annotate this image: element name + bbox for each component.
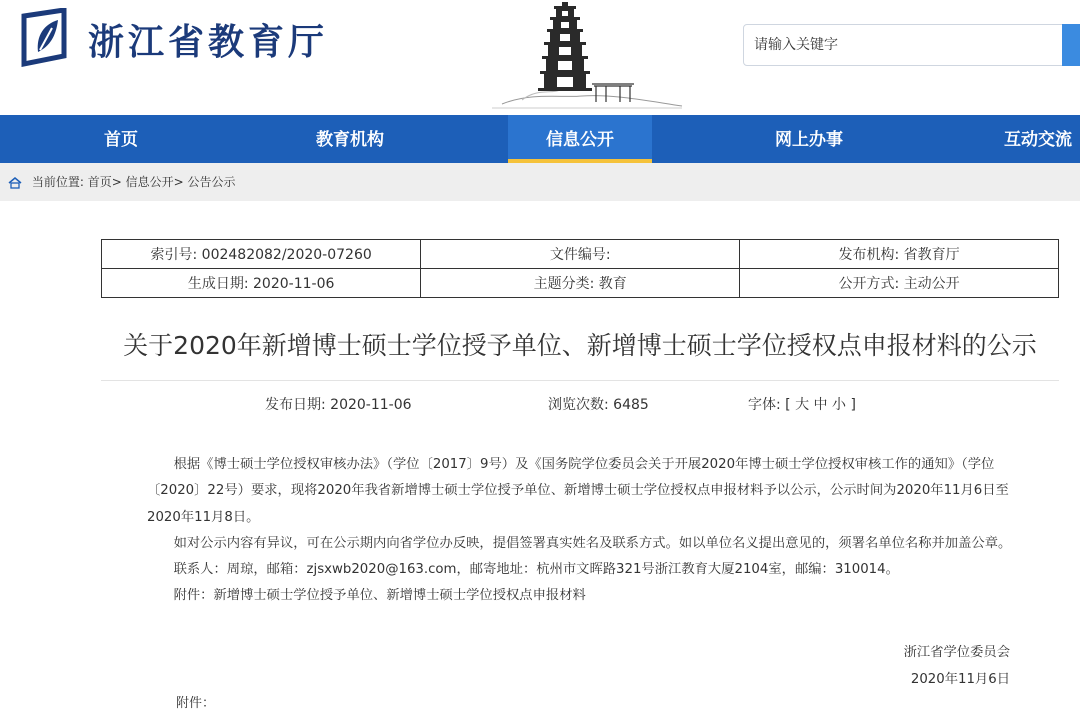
meta-created-date: 生成日期: 2020-11-06 <box>102 269 421 298</box>
pagoda-illustration-icon <box>482 0 687 112</box>
meta-publisher: 发布机构: 省教育厅 <box>740 240 1059 269</box>
title-divider <box>101 380 1059 381</box>
font-size-label: 字体: <box>748 397 781 413</box>
font-size-bracket: [ <box>785 397 791 413</box>
search-button[interactable] <box>1062 24 1080 66</box>
nav-item-online-services[interactable]: 网上办事 <box>775 130 843 150</box>
nav-item-information-disclosure[interactable]: 信息公开 <box>508 115 652 163</box>
signature: 浙江省学位委员会 <box>903 645 1010 660</box>
nav-item-education-institutions[interactable]: 教育机构 <box>316 130 384 150</box>
body-paragraph: 如对公示内容有异议，可在公示期内向省学位办反映，提倡签署真实姓名及联系方式。如以单位名义提出意见的，须署名单位名称并加盖公章。 <box>173 535 1012 551</box>
site-title[interactable]: 浙江省教育厅 <box>88 21 329 63</box>
search-input[interactable]: 请输入关键字 <box>743 24 1063 66</box>
font-size-controls <box>748 394 856 414</box>
table-row <box>102 269 1059 298</box>
signature-date: 2020年11月6日 <box>910 672 1010 687</box>
breadcrumb-current-link[interactable]: 公告公示 <box>187 175 236 189</box>
view-count: 浏览次数: 6485 <box>548 397 649 413</box>
home-icon <box>8 177 22 189</box>
nav-item-interaction[interactable]: 互动交流 <box>1004 130 1072 150</box>
meta-topic: 主题分类: 教育 <box>421 269 740 298</box>
meta-open-mode: 公开方式: 主动公开 <box>740 269 1059 298</box>
breadcrumb-home-link[interactable]: 首页 <box>87 175 112 189</box>
attachment-label: 附件： <box>176 696 216 711</box>
breadcrumb-separator: > <box>111 175 126 189</box>
logo-icon[interactable] <box>18 8 70 68</box>
font-size-bracket: ] <box>850 397 856 413</box>
site-header <box>0 0 1080 115</box>
breadcrumb-bar <box>0 163 1080 201</box>
breadcrumb-separator: > <box>173 175 188 189</box>
table-row <box>102 240 1059 269</box>
article-body <box>147 452 1017 610</box>
font-large-button[interactable]: 大 <box>795 397 810 413</box>
nav-item-home[interactable]: 首页 <box>104 130 138 150</box>
breadcrumb-section-link[interactable]: 信息公开 <box>125 175 174 189</box>
body-paragraph: 根据《博士硕士学位授权审核办法》（学位〔2017〕9号）及《国务院学位委员会关于开展2020年博士硕士学位授权审核工作的通知》（学位〔2020〕22号）要求，现将2020年我省新增博士硕士学位授予单位、新增博士硕士学位授权点申报材料予以公示，公示时间为2020年11月6日至2020年11月8日。 <box>147 457 1009 525</box>
main-nav <box>0 115 1080 163</box>
body-paragraph: 联系人：周琼，邮箱：zjsxwb2020@163.com，邮寄地址：杭州市文晖路321号浙江教育大厦2104室，邮编：310014。 <box>173 562 899 578</box>
font-medium-button[interactable]: 中 <box>813 397 828 413</box>
meta-document-number: 文件编号: <box>421 240 740 269</box>
breadcrumb <box>8 163 236 201</box>
font-small-button[interactable]: 小 <box>832 397 846 413</box>
page-title: 关于2020年新增博士硕士学位授予单位、新增博士硕士学位授权点申报材料的公示 <box>123 331 1037 360</box>
publish-date: 发布日期: 2020-11-06 <box>265 397 412 413</box>
meta-index-number: 索引号: 002482082/2020-07260 <box>102 240 421 269</box>
attachment-link[interactable]: 附件：新增博士硕士学位授予单位、新增博士硕士学位授权点申报材料 <box>173 588 586 604</box>
document-meta-table <box>101 239 1059 298</box>
breadcrumb-prefix: 当前位置: <box>31 175 84 189</box>
